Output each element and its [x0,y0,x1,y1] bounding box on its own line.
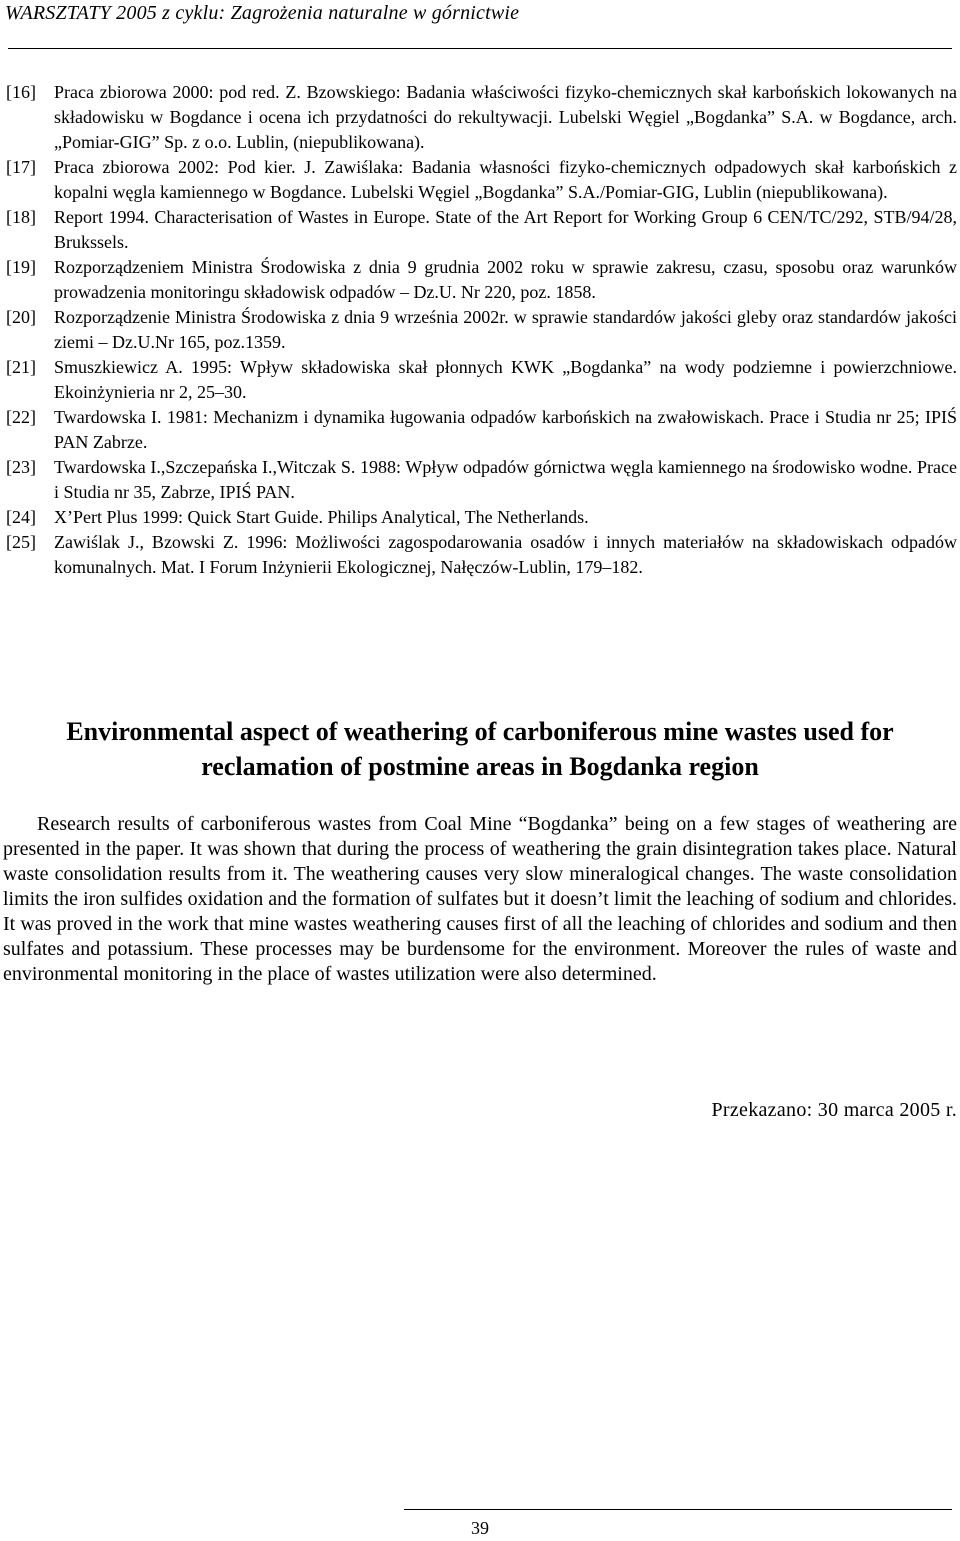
reference-number: [18] [6,207,36,227]
reference-text: Twardowska I.,Szczepańska I.,Witczak S. 1988: Wpływ odpadów górnictwa węgla kamiennego na środowisko wodne. Prace i Studia nr 35, Zabrze, IPIŚ PAN. [54,457,957,502]
reference-number: [19] [6,257,36,277]
reference-text: Praca zbiorowa 2002: Pod kier. J. Zawiślaka: Badania własności fizyko-chemicznych odpadowych skał karbońskich z kopalni węgla kamiennego w Bogdance. Lubelski Węgiel „Bogdanka” S.A./Pomiar-GIG, Lublin (niepublikowana). [54,157,957,202]
header-divider [8,48,952,49]
reference-item [6,355,957,405]
reference-item [6,205,957,255]
reference-number: [25] [6,532,36,552]
abstract-title: Environmental aspect of weathering of carboniferous mine wastes used for reclamation of postmine areas in Bogdanka region [66,717,894,781]
reference-item [6,455,957,505]
reference-text: Praca zbiorowa 2000: pod red. Z. Bzowskiego: Badania właściwości fizyko-chemicznych skał karbońskich lokowanych na składowisku w Bogdance i ocena ich przydatności do rekultywacji. Lubelski Węgiel „Bogdanka” S.A. w Bogdance, arch. „Pomiar-GIG” Sp. z o.o. Lublin, (niepublikowana). [54,82,957,152]
reference-number: [21] [6,357,36,377]
reference-number: [20] [6,307,36,327]
reference-item [6,80,957,155]
reference-text: Rozporządzenie Ministra Środowiska z dnia 9 września 2002r. w sprawie standardów jakości gleby oraz standardów jakości ziemi – Dz.U.Nr 165, poz.1359. [54,307,957,352]
reference-number: [22] [6,407,36,427]
reference-number: [17] [6,157,36,177]
reference-text: Smuszkiewicz A. 1995: Wpływ składowiska skał płonnych KWK „Bogdanka” na wody podziemne i powierzchniowe. Ekoinżynieria nr 2, 25–30. [54,357,957,402]
reference-item [6,405,957,455]
reference-text: Report 1994. Characterisation of Wastes in Europe. State of the Art Report for Working Group 6 CEN/TC/292, STB/94/28, Brukssels. [54,207,957,252]
reference-item [6,155,957,205]
abstract-body: Research results of carboniferous wastes from Coal Mine “Bogdanka” being on a few stages of weathering are presented in the paper. It was shown that during the process of weathering the grain disintegration takes place. Natural waste consolidation results from it. The weathering causes very slow mineralogical changes. The waste consolidation limits the iron sulfides oxidation and the formation of sulfates but it doesn’t limit the leaching of sodium and chlorides. It was proved in the work that mine wastes weathering causes first of all the leaching of chlorides and sodium and then sulfates and potassium. These processes may be burdensome for the environment. Moreover the rules of waste and environmental monitoring in the place of wastes utilization were also determined. [3,813,957,985]
reference-item [6,505,957,530]
reference-text: Zawiślak J., Bzowski Z. 1996: Możliwości zagospodarowania osadów i innych materiałów na składowiskach odpadów komunalnych. Mat. I Forum Inżynierii Ekologicznej, Nałęczów-Lublin, 179–182. [54,532,957,577]
running-header: WARSZTATY 2005 z cyklu: Zagrożenia naturalne w górnictwie [5,2,520,24]
reference-number: [16] [6,82,36,102]
reference-text: X’Pert Plus 1999: Quick Start Guide. Philips Analytical, The Netherlands. [54,507,589,527]
reference-text: Rozporządzeniem Ministra Środowiska z dnia 9 grudnia 2002 roku w sprawie zakresu, czasu, sposobu oraz warunków prowadzenia monitoringu składowisk odpadów – Dz.U. Nr 220, poz. 1858. [54,257,957,302]
reference-list [6,80,957,580]
reference-item [6,305,957,355]
reference-number: [23] [6,457,36,477]
footer-divider [404,1509,952,1510]
reference-number: [24] [6,507,36,527]
received-date: Przekazano: 30 marca 2005 r. [711,1099,957,1121]
page-number: 39 [471,1518,489,1538]
reference-item [6,530,957,580]
reference-text: Twardowska I. 1981: Mechanizm i dynamika ługowania odpadów karbońskich na zwałowiskach. Prace i Studia nr 25; IPIŚ PAN Zabrze. [54,407,957,452]
reference-item [6,255,957,305]
